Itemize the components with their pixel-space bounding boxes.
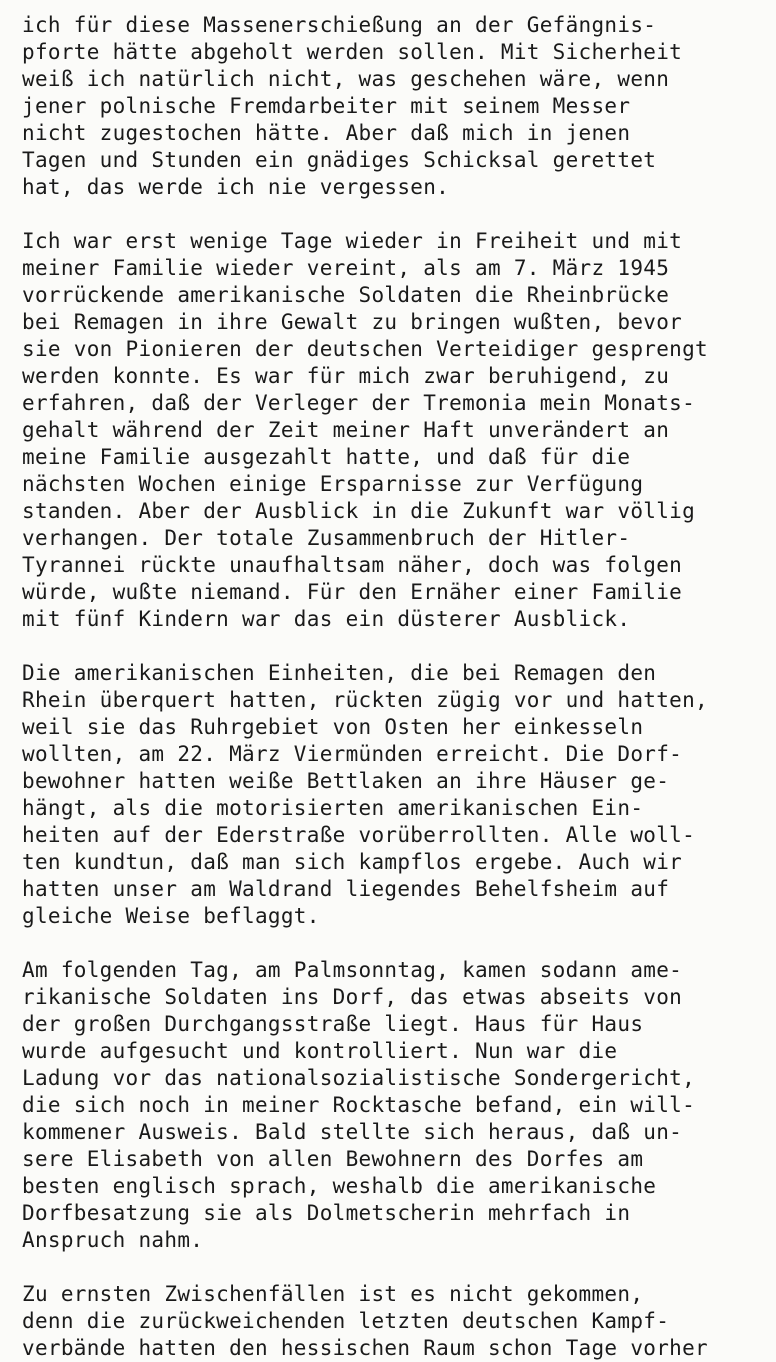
text-line: Tagen und Stunden ein gnädiges Schicksal gerettet [22,148,657,172]
text-line: ten kundtun, daß man sich kampflos ergebe. Auch wir [22,850,683,874]
text-line: Ladung vor das nationalsozialistische Sondergericht, [22,1066,696,1090]
text-line: Ich war erst wenige Tage wieder in Freiheit und mit [22,229,683,253]
text-line: besten englisch sprach, weshalb die amerikanische [22,1174,657,1198]
text-line: nicht zugestochen hätte. Aber daß mich in jenen [22,121,631,145]
text-line: weil sie das Ruhrgebiet von Osten her einkesseln [22,715,644,739]
text-line: rikanische Soldaten ins Dorf, das etwas abseits von [22,985,683,1009]
text-line: hat, das werde ich nie vergessen. [22,175,450,199]
text-line: ich für diese Massenerschießung an der Gefängnis- [22,13,657,37]
text-line: nächsten Wochen einige Ersparnisse zur Verfügung [22,472,644,496]
text-line: bei Remagen in ihre Gewalt zu bringen wußten, bevor [22,310,683,334]
text-line: mit fünf Kindern war das ein düsterer Ausblick. [22,607,631,631]
text-line: kommener Ausweis. Bald stellte sich heraus, daß un- [22,1120,683,1144]
text-line: Anspruch nahm. [22,1228,204,1252]
text-line: Zu ernsten Zwischenfällen ist es nicht gekommen, [22,1282,644,1306]
paragraph-1 [22,12,776,201]
text-line: wurde aufgesucht und kontrolliert. Nun war die [22,1039,618,1063]
text-line: pforte hätte abgeholt werden sollen. Mit Sicherheit [22,40,683,64]
text-line: hängt, als die motorisierten amerikanischen Ein- [22,796,644,820]
paragraph-3 [22,660,776,930]
text-line: jener polnische Fremdarbeiter mit seinem Messer [22,94,631,118]
text-line: Dorfbesatzung sie als Dolmetscherin mehrfach in [22,1201,631,1225]
text-line: wollten, am 22. März Viermünden erreicht. Die Dorf- [22,742,683,766]
text-line: standen. Aber der Ausblick in die Zukunft war völlig [22,499,696,523]
text-line: vorrückende amerikanische Soldaten die Rheinbrücke [22,283,670,307]
paragraph-5 [22,1281,776,1362]
text-line: gehalt während der Zeit meiner Haft unverändert an [22,418,670,442]
text-line: Tyrannei rückte unaufhaltsam näher, doch was folgen [22,553,683,577]
text-line: bewohner hatten weiße Bettlaken an ihre Häuser ge- [22,769,670,793]
text-line: verbände hatten den hessischen Raum schon Tage vorher [22,1336,708,1360]
text-line: Die amerikanischen Einheiten, die bei Remagen den [22,661,657,685]
text-line: gleiche Weise beflaggt. [22,904,320,928]
paragraph-2 [22,228,776,633]
paragraph-4 [22,957,776,1254]
text-line: die sich noch in meiner Rocktasche befand, ein will- [22,1093,696,1117]
text-line: sie von Pionieren der deutschen Verteidiger gesprengt [22,337,708,361]
text-line: weiß ich natürlich nicht, was geschehen wäre, wenn [22,67,670,91]
text-line: Rhein überquert hatten, rückten zügig vor und hatten, [22,688,708,712]
text-line: erfahren, daß der Verleger der Tremonia mein Monats- [22,391,696,415]
text-line: verhangen. Der totale Zusammenbruch der Hitler- [22,526,631,550]
text-line: werden konnte. Es war für mich zwar beruhigend, zu [22,364,670,388]
text-line: heiten auf der Ederstraße vorüberrollten. Alle woll- [22,823,696,847]
text-line: hatten unser am Waldrand liegendes Behelfsheim auf [22,877,670,901]
text-line: Am folgenden Tag, am Palmsonntag, kamen sodann ame- [22,958,683,982]
text-line: meiner Familie wieder vereint, als am 7. März 1945 [22,256,670,280]
text-line: sere Elisabeth von allen Bewohnern des Dorfes am [22,1147,644,1171]
text-line: denn die zurückweichenden letzten deutschen Kampf- [22,1309,670,1333]
text-line: der großen Durchgangsstraße liegt. Haus für Haus [22,1012,644,1036]
text-line: würde, wußte niemand. Für den Ernäher einer Familie [22,580,683,604]
text-line: meine Familie ausgezahlt hatte, und daß für die [22,445,631,469]
